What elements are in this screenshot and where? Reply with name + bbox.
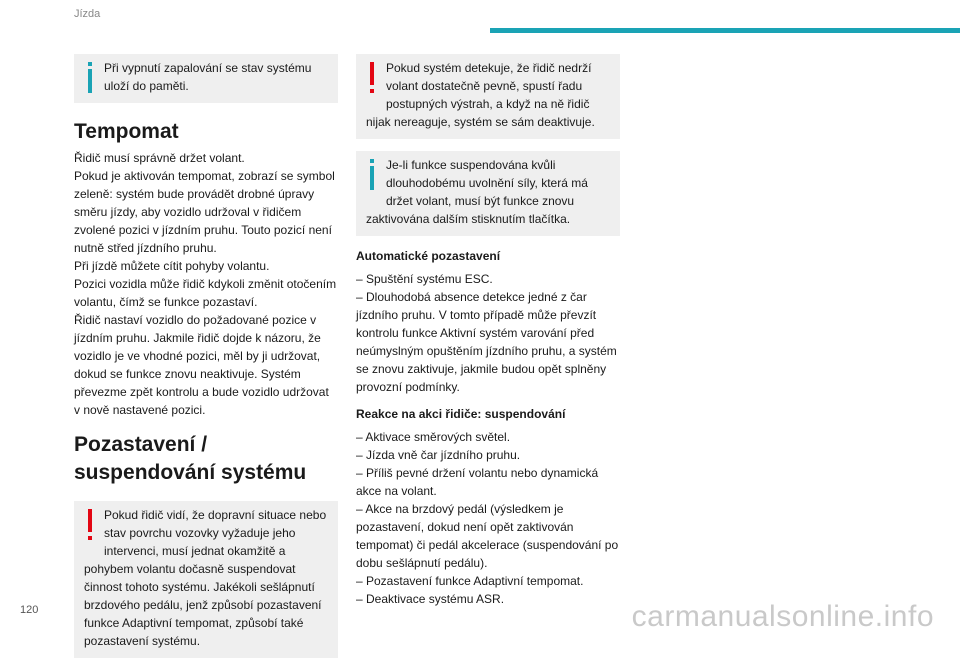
paragraph: Pozici vozidla může řidič kdykoli změnit otočením volantu, čímž se funkce pozastaví.: [74, 277, 337, 309]
warning-note-text: Pokud řidič vidí, že dopravní situace nebo stav povrchu vozovky vyžaduje jeho intervenci, musí jednat okamžitě a pohybem volantu dočasně suspendovat činnost tohoto systému. Jakékoli sešlápnutí brzdového pedálu, jenž způsobí pozastavení funkce Adaptivní tempomat, způsobí také pozastavení systému.: [84, 508, 327, 648]
list-item: – Deaktivace systému ASR.: [356, 592, 505, 606]
driver-suspend-list: [356, 428, 620, 608]
info-note-text: Při vypnutí zapalování se stav systému uloží do paměti.: [104, 61, 312, 93]
info-note-text: Je-li funkce suspendována kvůli dlouhodobému uvolnění síly, která má držet volant, musí být funkce znovu zaktivována dalším stisknutím tlačítka.: [366, 158, 588, 226]
list-item: – Pozastavení funkce Adaptivní tempomat.: [356, 574, 584, 588]
tempomat-body: [74, 149, 338, 419]
list-item: – Jízda vně čar jízdního pruhu.: [356, 448, 521, 462]
warning-note: [356, 54, 620, 139]
warning-note: [74, 501, 338, 658]
watermark: carmanualsonline.info: [631, 600, 934, 633]
header-accent-bar: [490, 28, 960, 33]
list-item: – Aktivace směrových světel.: [356, 430, 511, 444]
info-note: [356, 151, 620, 236]
right-column: [356, 54, 620, 608]
page-number: 120: [20, 604, 39, 616]
warning-icon: [366, 61, 378, 97]
paragraph: Pokud je aktivován tempomat, zobrazí se symbol zeleně: systém bude provádět drobné úpravy směru jízdy, aby vozidlo udržoval v řidičem zvolené pozici v jízdním pruhu. Touto pozicí není nutně střed jízdního pruhu.: [74, 169, 335, 255]
heading-pozastaveni: Pozastavení / suspendování systému: [74, 433, 307, 484]
info-icon: [84, 61, 96, 97]
auto-pause-list: [356, 270, 620, 396]
info-note: [74, 54, 338, 103]
paragraph: Při jízdě můžete cítit pohyby volantu.: [74, 259, 270, 273]
heading-driver-suspend: Reakce na akci řidiče: suspendování: [356, 407, 566, 421]
list-item: – Akce na brzdový pedál (výsledkem je pozastavení, dokud není opět zaktivován tempomat) či pedál akcelerace (suspendování po dobu sešlápnutí pedálu).: [356, 502, 619, 570]
info-icon: [366, 158, 378, 194]
paragraph: Řidič nastaví vozidlo do požadované pozice v jízdním pruhu. Jakmile řidič dojde k názoru, že vozidlo je ve vhodné pozici, měl by ji udržovat, dokud se funkce znovu neaktivuje. Systém převezme zpět kontrolu a bude vozidlo udržovat v nově nastavené pozici.: [74, 313, 329, 417]
warning-icon: [84, 508, 96, 544]
left-column: [74, 54, 338, 670]
list-item: – Spuštění systému ESC.: [356, 272, 493, 286]
list-item: – Dlouhodobá absence detekce jedné z čar jízdního pruhu. V tomto případě může převzít kontrolu funkce Aktivní systém varování před neúmyslným opuštěním jízdního pruhu, a systém se znovu zaktivuje, jakmile budou opět splněny provozní podmínky.: [356, 290, 617, 394]
heading-tempomat: Tempomat: [74, 120, 179, 143]
section-label: Jízda: [74, 8, 101, 20]
heading-auto-pause: Automatické pozastavení: [356, 249, 501, 263]
list-item: – Příliš pevné držení volantu nebo dynamická akce na volant.: [356, 466, 599, 498]
paragraph: Řidič musí správně držet volant.: [74, 151, 245, 165]
warning-note-text: Pokud systém detekuje, že řidič nedrží volant dostatečně pevně, spustí řadu postupných výstrah, a když na ně řidič nijak nereaguje, systém se sám deaktivuje.: [366, 61, 595, 129]
